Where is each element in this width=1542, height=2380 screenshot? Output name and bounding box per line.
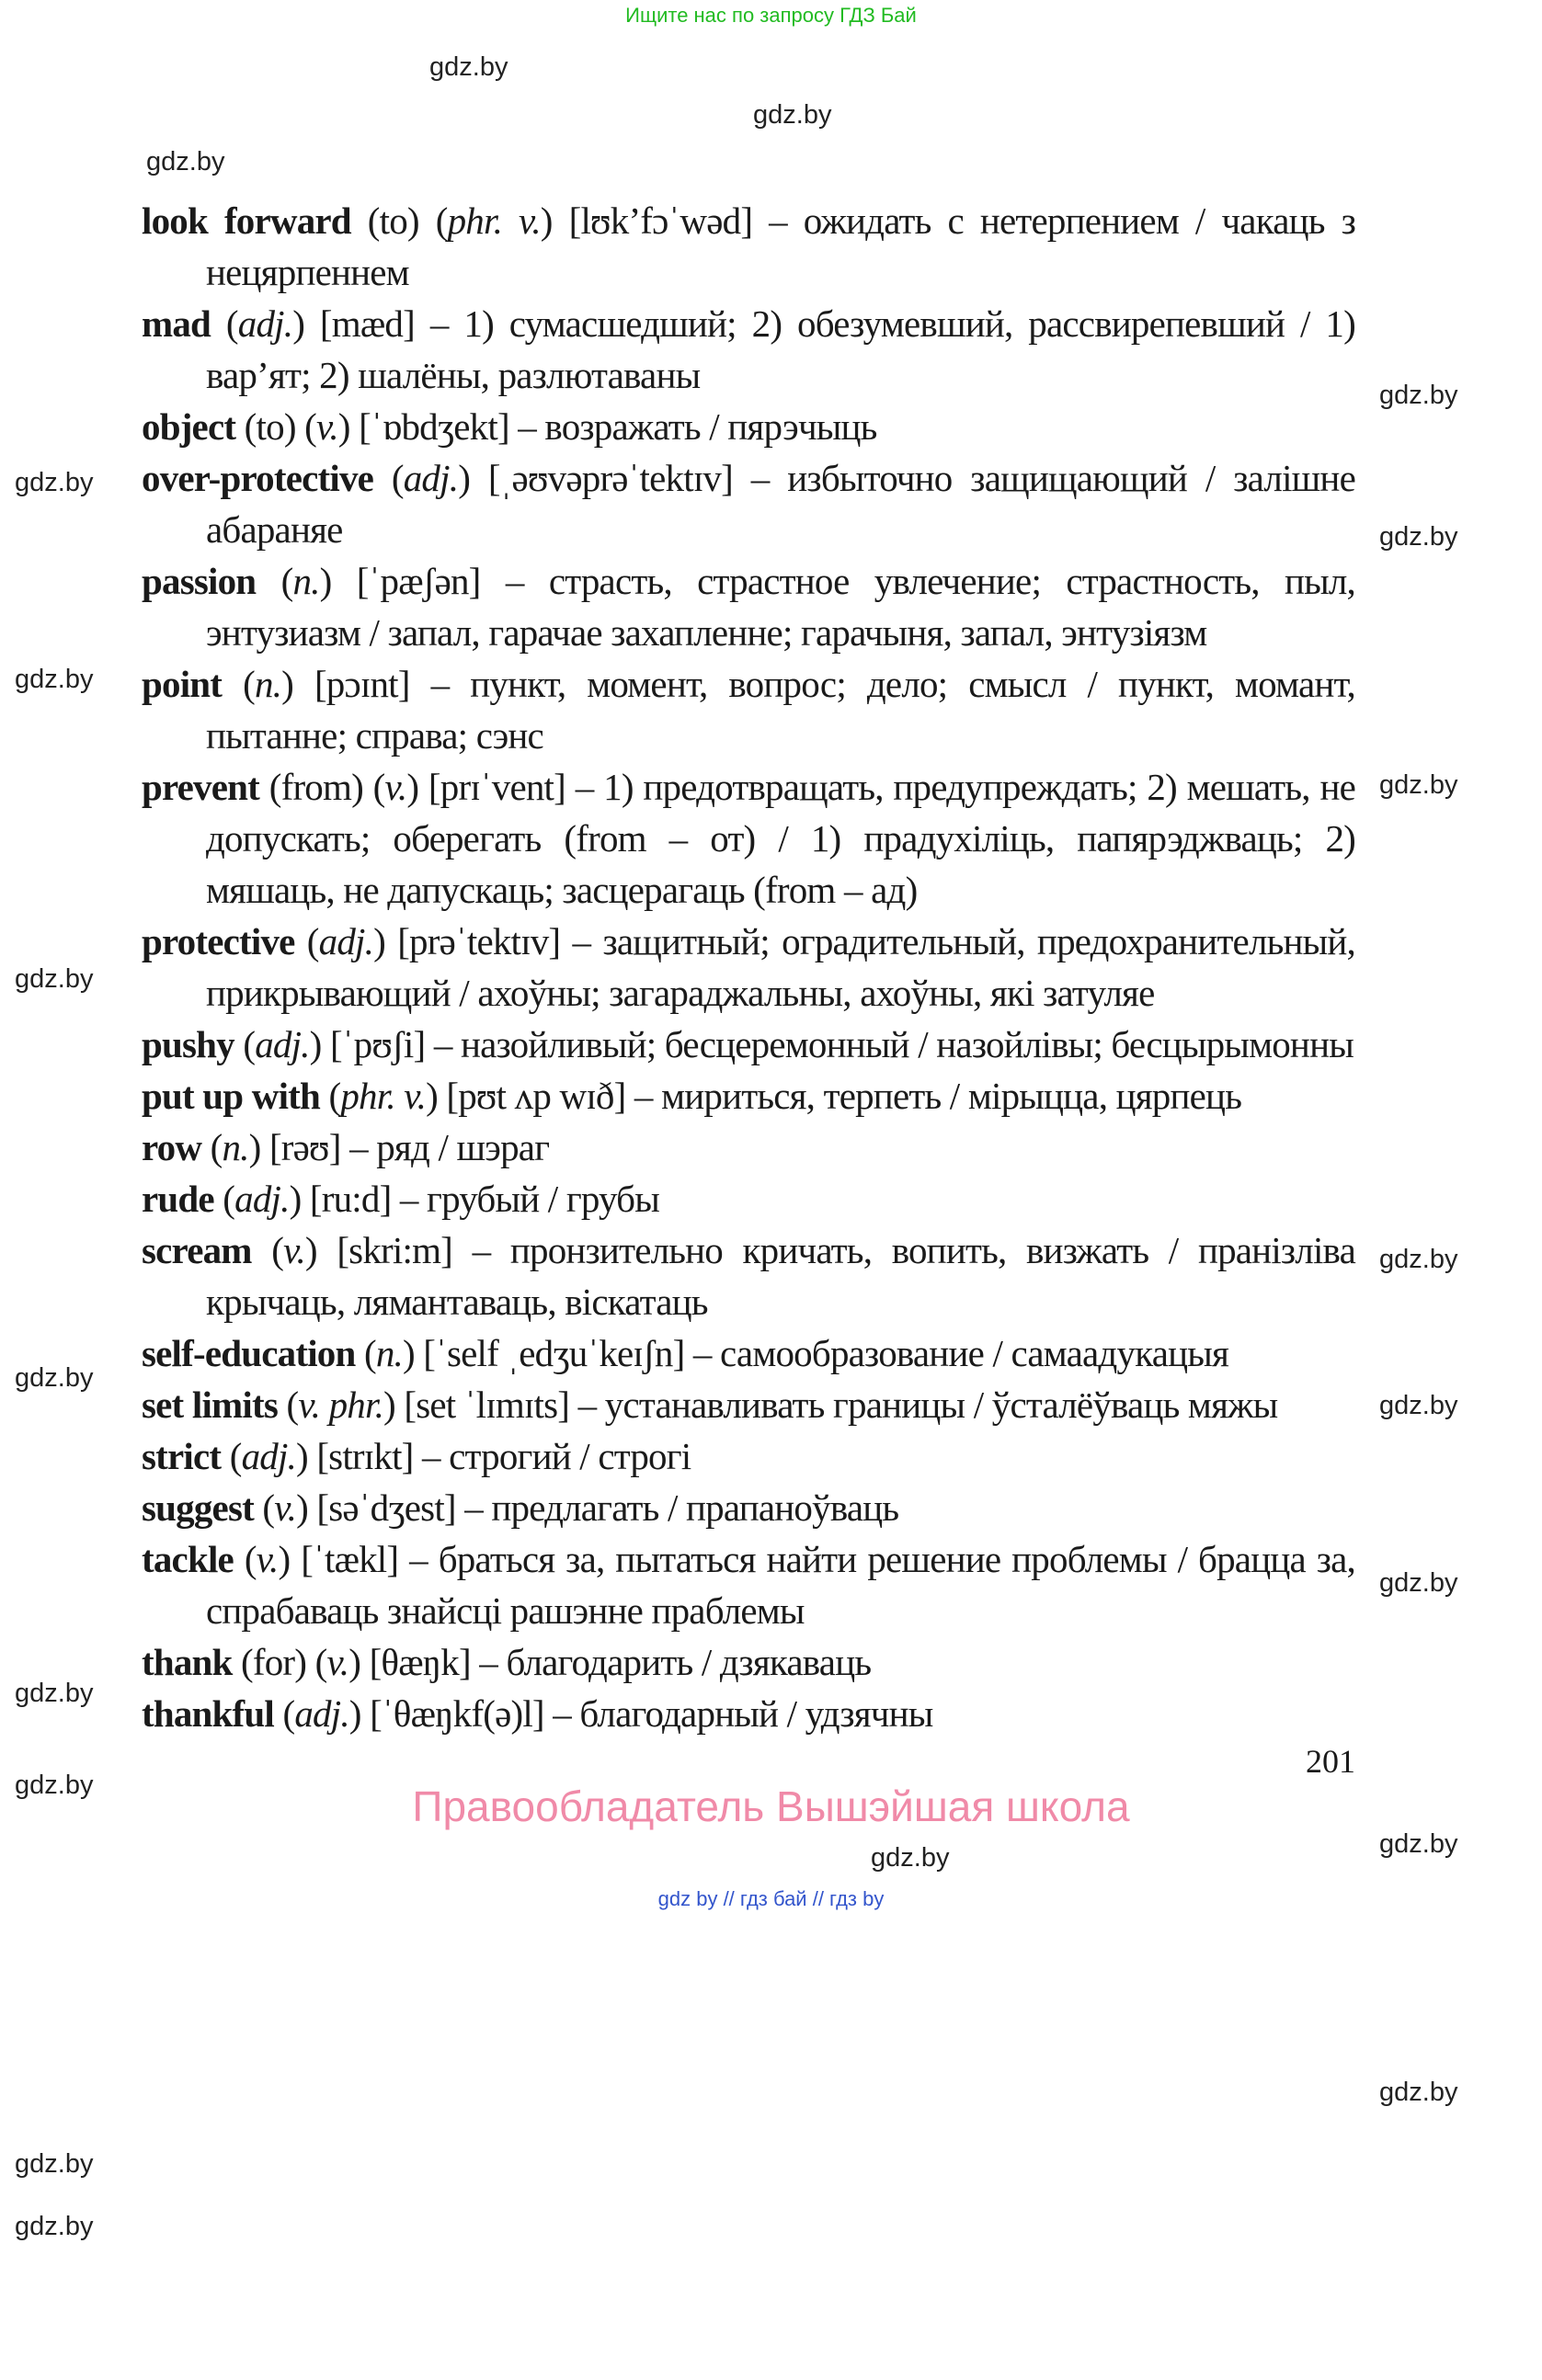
grammar-close: ) <box>278 1538 302 1580</box>
watermark: gdz.by <box>1379 1391 1458 1420</box>
glossary-entries <box>142 195 1355 1739</box>
headword: tackle <box>142 1538 234 1580</box>
part-of-speech: v. <box>274 1486 297 1529</box>
watermark: gdz.by <box>15 1363 94 1393</box>
translation: – возражать / пярэчыць <box>508 405 877 448</box>
transcription: [ˈtækl] <box>301 1538 399 1580</box>
grammar-open: ( <box>222 663 255 705</box>
watermark: gdz.by <box>15 964 94 994</box>
part-of-speech: v. phr. <box>298 1384 384 1426</box>
part-of-speech: adj. <box>255 1023 310 1065</box>
grammar-close: ) <box>373 920 398 962</box>
watermark: gdz.by <box>15 665 94 694</box>
translation: – назойливый; бесцеремонный / назойлівы; бесцырымонны <box>425 1023 1354 1065</box>
headword: put up with <box>142 1075 321 1117</box>
transcription: [ˈpʊʃi] <box>329 1023 426 1065</box>
translation: – избыточно защищающий / залішне абараняе <box>206 457 1355 551</box>
glossary-entry <box>142 1122 1355 1173</box>
grammar-close: ) <box>348 1692 371 1735</box>
grammar-open: ( <box>373 457 404 499</box>
glossary-entry <box>142 1482 1355 1533</box>
part-of-speech: phr. v. <box>340 1075 427 1117</box>
part-of-speech: v. <box>326 1641 349 1683</box>
translation: – пункт, момент, вопрос; дело; смысл / пункт, момант, пытанне; справа; сэнс <box>206 663 1355 757</box>
transcription: [skri:m] <box>337 1229 453 1271</box>
grammar-open: ( <box>233 1538 257 1580</box>
part-of-speech: adj. <box>403 457 459 499</box>
translation: – защитный; оградительный, предохранительный, прикрывающий / ахоўны; загараджальны, ахоўны, які затуляе <box>206 920 1355 1014</box>
translation: – страсть, страстное увлечение; страстность, пыл, энтузиазм / запал, гарачае захапленне; гарачыня, запал, энтузіязм <box>206 560 1355 654</box>
glossary-entry <box>142 1173 1355 1224</box>
translation: – 1) сумасшедший; 2) обезумевший, рассвирепевший / 1) вар’ят; 2) шалёны, разлютаваны <box>206 302 1355 396</box>
headword: over-protective <box>142 457 374 499</box>
translation: – благодарный / удзячны <box>543 1692 933 1735</box>
glossary-entry <box>142 1070 1355 1122</box>
transcription: [ˈself ˌedʒuˈkeɪʃn] <box>423 1332 685 1374</box>
grammar-open: ( <box>294 920 319 962</box>
watermark: gdz.by <box>1379 1829 1458 1859</box>
grammar-close: ) <box>289 1178 310 1220</box>
glossary-entry <box>142 1379 1355 1430</box>
grammar-close: ) <box>402 1332 424 1374</box>
watermark: gdz.by <box>1379 381 1458 410</box>
transcription: [pʊt ʌp wɪð] <box>446 1075 626 1117</box>
translation: – предлагать / прапаноўваць <box>455 1486 899 1529</box>
glossary-entry <box>142 1636 1355 1688</box>
glossary-entry <box>142 761 1355 916</box>
headword: scream <box>142 1229 252 1271</box>
translation: – самообразование / самаадукацыя <box>684 1332 1229 1374</box>
glossary-entry <box>142 1533 1355 1636</box>
watermark: gdz.by <box>1379 1245 1458 1274</box>
transcription: [ˈθæŋkf(ə)l] <box>370 1692 544 1735</box>
transcription: [strɪkt] <box>316 1435 414 1477</box>
translation: – 1) предотвращать, предупреждать; 2) мешать, не допускать; оберегать (from – от) / 1) прадухіліць, папярэджваць; 2) мяшаць, не дапускаць; засцерагаць (from – ад) <box>206 766 1355 911</box>
glossary-entry <box>142 1688 1355 1739</box>
transcription: [ˈpæʃən] <box>356 560 481 602</box>
watermark: gdz.by <box>15 1771 94 1800</box>
glossary-entry <box>142 1224 1355 1327</box>
watermark: gdz.by <box>15 2212 94 2241</box>
grammar-close: ) <box>281 663 314 705</box>
grammar-open: ( <box>234 1023 256 1065</box>
grammar-open: ( <box>253 1486 275 1529</box>
footer-links[interactable]: gdz by // гдз бай // гдз by <box>657 1887 885 1910</box>
translation: – ряд / шэраг <box>340 1126 550 1168</box>
headword: strict <box>142 1435 222 1477</box>
glossary-entry <box>142 1327 1355 1379</box>
translation: – мириться, терпеть / мірыцца, цярпець <box>625 1075 1242 1117</box>
headword: set limits <box>142 1384 278 1426</box>
grammar-close: ) <box>296 1435 317 1477</box>
glossary-entry <box>142 452 1355 555</box>
headword: prevent <box>142 766 260 808</box>
grammar-open: (to) ( <box>350 199 448 242</box>
grammar-close: ) <box>337 405 360 448</box>
page-bottom <box>0 1739 1542 1923</box>
translation: – благодарить / дзякаваць <box>470 1641 872 1683</box>
grammar-open: ( <box>256 560 293 602</box>
part-of-speech: adj. <box>294 1692 349 1735</box>
headword: protective <box>142 920 295 962</box>
transcription: [mæd] <box>319 302 415 345</box>
glossary-entry <box>142 401 1355 452</box>
transcription: [pɔɪnt] <box>314 663 410 705</box>
grammar-close: ) <box>304 1229 337 1271</box>
grammar-close: ) <box>406 766 428 808</box>
headword: point <box>142 663 223 705</box>
grammar-close: ) <box>348 1641 370 1683</box>
watermark: gdz.by <box>15 1679 94 1708</box>
transcription: [prəˈtektɪv] <box>397 920 561 962</box>
headword: look forward <box>142 199 351 242</box>
headword: row <box>142 1126 202 1168</box>
transcription: [lʊk’fɔˈwəd] <box>568 199 753 242</box>
part-of-speech: n. <box>254 663 282 705</box>
glossary-entry <box>142 1019 1355 1070</box>
watermark: gdz.by <box>871 1843 950 1873</box>
grammar-open: (from) ( <box>259 766 385 808</box>
watermark: gdz.by <box>429 52 508 82</box>
headword: rude <box>142 1178 214 1220</box>
grammar-close: ) <box>292 302 320 345</box>
glossary-entry <box>142 1430 1355 1482</box>
translation: – браться за, пытаться найти решение проблемы / брацца за, спрабаваць знайсці рашэнне праблемы <box>206 1538 1356 1632</box>
grammar-close: ) <box>319 560 357 602</box>
headword: pushy <box>142 1023 234 1065</box>
headword: thankful <box>142 1692 275 1735</box>
part-of-speech: v. <box>384 766 407 808</box>
watermark: gdz.by <box>1379 522 1458 552</box>
transcription: [ru:d] <box>309 1178 392 1220</box>
rights-holder-notice: Правообладатель Вышэйшая школа <box>412 1782 1130 1830</box>
top-banner[interactable]: Ищите нас по запросу ГДЗ Бай <box>625 4 917 27</box>
translation: – грубый / грубы <box>391 1178 659 1220</box>
part-of-speech: v. <box>256 1538 279 1580</box>
translation: – устанавливать границы / ўсталёўваць мяжы <box>569 1384 1278 1426</box>
headword: self-education <box>142 1332 356 1374</box>
part-of-speech: adj. <box>318 920 374 962</box>
part-of-speech: v. <box>315 405 338 448</box>
grammar-close: ) <box>248 1126 269 1168</box>
transcription: [set ˈlɪmɪts] <box>404 1384 570 1426</box>
glossary-entry <box>142 555 1355 658</box>
transcription: [prɪˈvent] <box>428 766 565 808</box>
grammar-open: (to) ( <box>235 405 316 448</box>
grammar-open: (for) ( <box>232 1641 327 1683</box>
part-of-speech: n. <box>375 1332 403 1374</box>
grammar-open: ( <box>213 1178 235 1220</box>
translation: – пронзительно кричать, вопить, визжать / пранізліва крычаць, лямантаваць, віскатаць <box>206 1229 1355 1323</box>
transcription: [θæŋk] <box>369 1641 471 1683</box>
grammar-close: ) <box>296 1486 317 1529</box>
page-number: 201 <box>1306 1743 1355 1780</box>
translation: – ожидать с нетерпением / чакаць з нецярпеннем <box>206 199 1355 293</box>
glossary-entry <box>142 298 1355 401</box>
grammar-open: ( <box>251 1229 284 1271</box>
grammar-close: ) <box>383 1384 405 1426</box>
grammar-close: ) <box>309 1023 330 1065</box>
grammar-open: ( <box>278 1384 299 1426</box>
translation: – строгий / строгі <box>413 1435 691 1477</box>
watermark: gdz.by <box>1379 1568 1458 1598</box>
grammar-close: ) <box>458 457 488 499</box>
watermark: gdz.by <box>15 468 94 497</box>
part-of-speech: n. <box>222 1126 249 1168</box>
transcription: [ˈɒbdʒekt] <box>359 405 509 448</box>
grammar-open: ( <box>355 1332 376 1374</box>
part-of-speech: n. <box>292 560 320 602</box>
headword: mad <box>142 302 211 345</box>
headword: thank <box>142 1641 233 1683</box>
headword: suggest <box>142 1486 254 1529</box>
page-column <box>142 195 1355 1923</box>
glossary-entry <box>142 195 1355 298</box>
watermark: gdz.by <box>753 100 832 130</box>
watermark: gdz.by <box>1379 770 1458 800</box>
headword: object <box>142 405 236 448</box>
watermark: gdz.by <box>1379 2078 1458 2107</box>
grammar-open: ( <box>274 1692 295 1735</box>
part-of-speech: phr. v. <box>447 199 541 242</box>
watermark: gdz.by <box>146 147 225 177</box>
glossary-entry <box>142 916 1355 1019</box>
grammar-open: ( <box>320 1075 341 1117</box>
grammar-open: ( <box>201 1126 223 1168</box>
part-of-speech: adj. <box>241 1435 297 1477</box>
grammar-close: ) <box>540 199 569 242</box>
glossary-entry <box>142 658 1355 761</box>
watermark: gdz.by <box>15 2149 94 2179</box>
transcription: [ˌəʊvəprəˈtektɪv] <box>487 457 733 499</box>
grammar-open: ( <box>221 1435 242 1477</box>
transcription: [rəʊ] <box>268 1126 341 1168</box>
part-of-speech: v. <box>283 1229 305 1271</box>
part-of-speech: adj. <box>237 302 293 345</box>
part-of-speech: adj. <box>234 1178 290 1220</box>
transcription: [səˈdʒest] <box>316 1486 456 1529</box>
grammar-close: ) <box>426 1075 447 1117</box>
grammar-open: ( <box>211 302 238 345</box>
headword: passion <box>142 560 257 602</box>
